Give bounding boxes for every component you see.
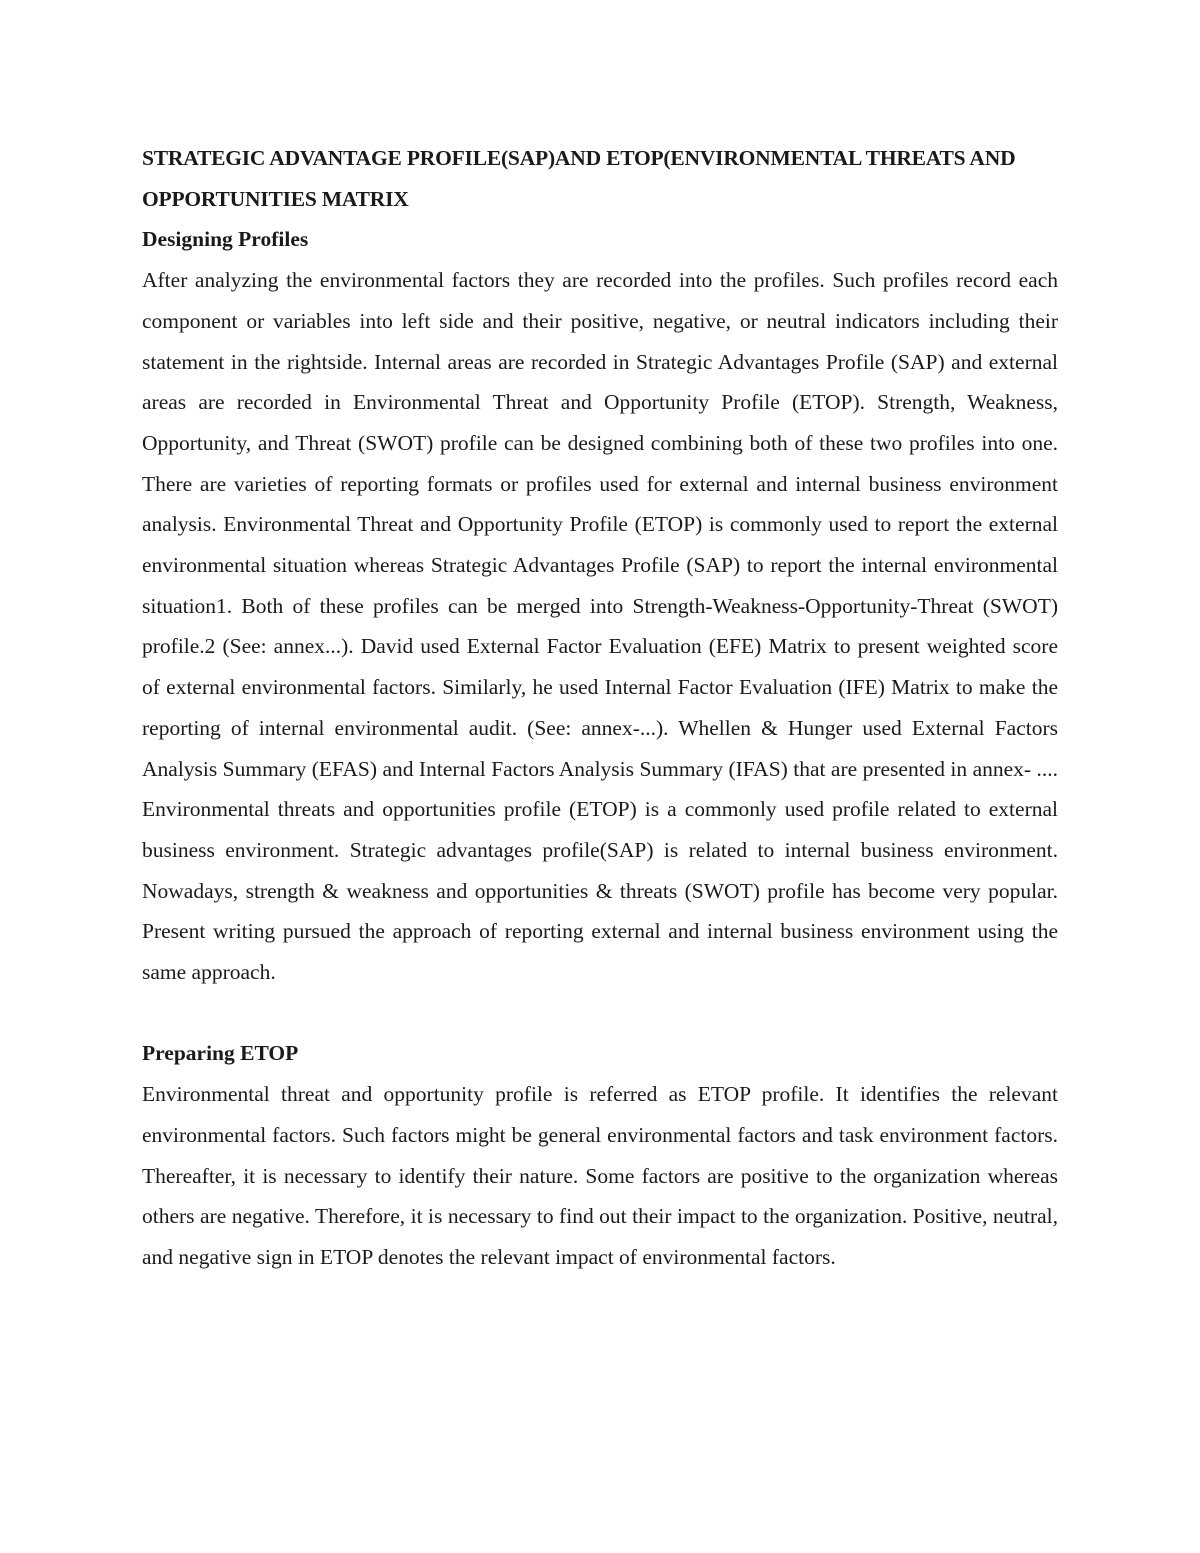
document-title: STRATEGIC ADVANTAGE PROFILE(SAP)AND ETOP(ENVIRONMENTAL THREATS AND OPPORTUNITIES MATRIX — [142, 146, 1016, 211]
section-paragraph-preparing-etop: Environmental threat and opportunity profile is referred as ETOP profile. It identifies the relevant environmental factors. Such factors might be general environmental factors and task environment factors. Thereafter, it is necessary to identify their nature. Some factors are positive to the organization whereas others are negative. Therefore, it is necessary to find out their impact to the organization. Positive, neutral, and negative sign in ETOP denotes the relevant impact of environmental factors. — [142, 1082, 1058, 1269]
section-heading-designing-profiles: Designing Profiles — [142, 227, 309, 252]
paragraph-spacer — [142, 993, 1058, 1034]
section-paragraph-designing-profiles: After analyzing the environmental factors they are recorded into the profiles. Such profiles record each component or variables into left side and their positive, negative, or neutral indicators including their statement in the rightside. Internal areas are recorded in Strategic Advantages Profile (SAP) and external areas are recorded in Environmental Threat and Opportunity Profile (ETOP). Strength, Weakness, Opportunity, and Threat (SWOT) profile can be designed combining both of these two profiles into one. There are varieties of reporting formats or profiles used for external and internal business environment analysis. Environmental Threat and Opportunity Profile (ETOP) is commonly used to report the external environmental situation whereas Strategic Advantages Profile (SAP) to report the internal environmental situation1. Both of these profiles can be merged into Strength-Weakness-Opportunity-Threat (SWOT) profile.2 (See: annex...). David used External Factor Evaluation (EFE) Matrix to present weighted score of external environmental factors. Similarly, he used Internal Factor Evaluation (IFE) Matrix to make the reporting of internal environmental audit. (See: annex-...). Whellen & Hunger used External Factors Analysis Summary (EFAS) and Internal Factors Analysis Summary (IFAS) that are presented in annex- .... Environmental threats and opportunities profile (ETOP) is a commonly used profile related to external business environment. Strategic advantages profile(SAP) is related to internal business environment. Nowadays, strength & weakness and opportunities & threats (SWOT) profile has become very popular. Present writing pursued the approach of reporting external and internal business environment using the same approach. — [142, 268, 1058, 985]
section-heading-preparing-etop: Preparing ETOP — [142, 1041, 299, 1066]
document-body — [142, 138, 1058, 1278]
